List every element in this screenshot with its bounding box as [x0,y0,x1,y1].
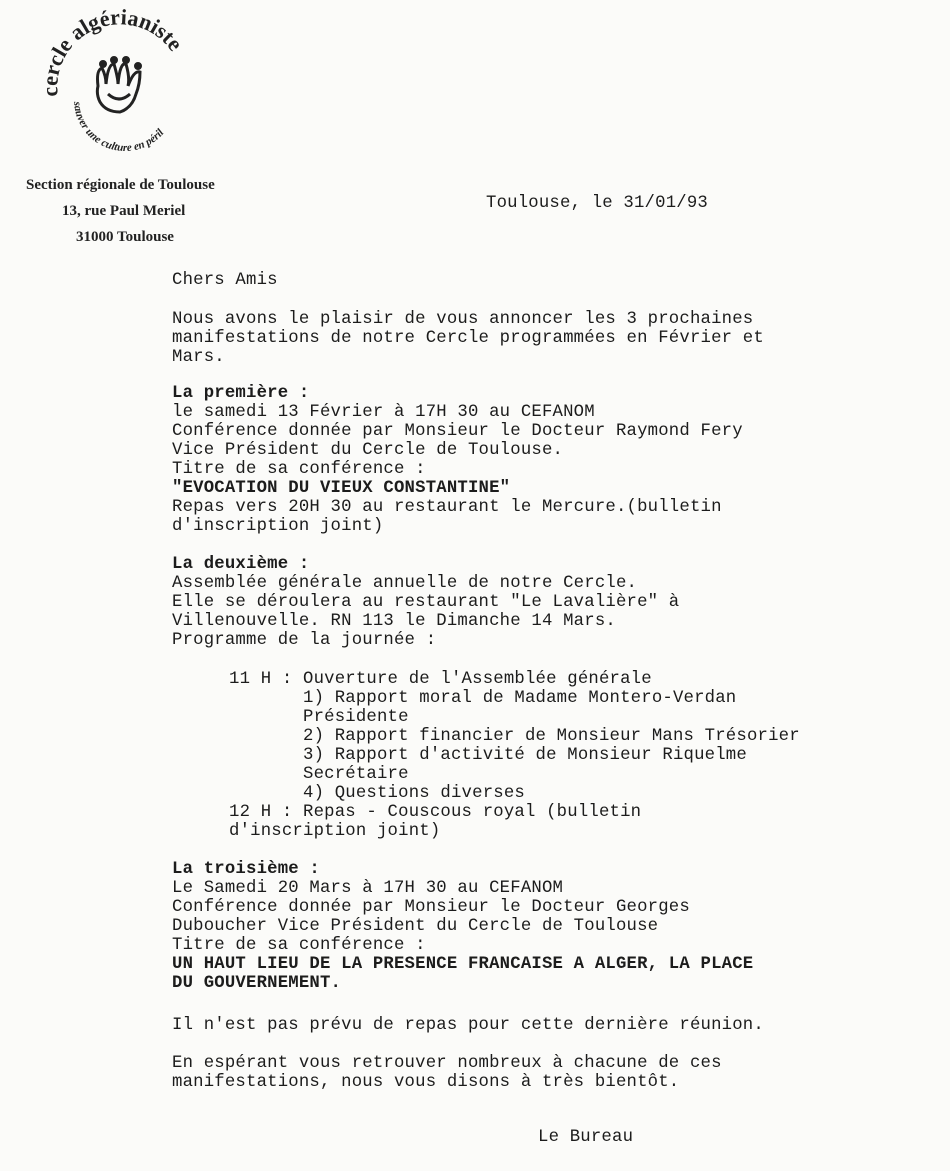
third-line: Duboucher Vice Président du Cercle de Toulouse [172,917,659,936]
sender-city: 31000 Toulouse [76,229,174,245]
intro-paragraph [172,310,764,367]
third-heading: La troisième : [172,860,320,879]
first-line: Repas vers 20H 30 au restaurant le Mercure.(bulletin [172,498,722,517]
program-item: 1) Rapport moral de Madame Montero-Verdan [229,689,737,708]
no-meal-note: Il n'est pas prévu de repas pour cette dernière réunion. [172,1016,764,1035]
first-line: Vice Président du Cercle de Toulouse. [172,441,564,460]
svg-text:sauver une culture en péril [71,100,167,154]
intro-line: Mars. [172,348,225,367]
sender-section: Section régionale de Toulouse [26,177,215,193]
first-line: Titre de sa conférence : [172,460,426,479]
second-line: Elle se déroulera au restaurant "Le Lavalière" à [172,593,680,612]
cercle-algerianiste-logo [36,8,206,168]
closing-line: En espérant vous retrouver nombreux à chacune de ces [172,1054,722,1073]
closing-line: manifestations, nous vous disons à très bientôt. [172,1073,680,1092]
sender-street: 13, rue Paul Meriel [62,203,186,219]
program-item: 12 H : Repas - Couscous royal (bulletin [229,803,642,822]
first-line: le samedi 13 Février à 17H 30 au CEFANOM [172,403,595,422]
greeting: Chers Amis [172,271,278,290]
second-line: Assemblée générale annuelle de notre Cercle. [172,574,638,593]
third-line: Titre de sa conférence : [172,936,426,955]
third-line: Conférence donnée par Monsieur le Docteur Georges [172,898,690,917]
signature: Le Bureau [538,1128,634,1147]
third-line: Le Samedi 20 Mars à 17H 30 au CEFANOM [172,879,564,898]
closing-paragraph [172,1054,722,1092]
program-item: Secrétaire [229,765,409,784]
intro-line: manifestations de notre Cercle programmées en Février et [172,329,764,348]
logo-motto: sauver une culture en péril [71,101,167,155]
program-item: 3) Rapport d'activité de Monsieur Riquelme [229,746,747,765]
program-item: d'inscription joint) [229,822,441,841]
second-event [172,555,679,650]
program-item: 2) Rapport financier de Monsieur Mans Trésorier [229,727,800,746]
program-item: 11 H : Ouverture de l'Assemblée générale [229,670,652,689]
second-heading: La deuxième : [172,555,310,574]
date-line: Toulouse, le 31/01/93 [486,194,708,213]
first-conference-title: "EVOCATION DU VIEUX CONSTANTINE" [172,479,511,498]
third-conference-title: UN HAUT LIEU DE LA PRESENCE FRANCAISE A ALGER, LA PLACE [172,955,754,974]
program-item: Présidente [229,708,409,727]
program-list [229,670,800,841]
logo-svg [36,8,206,168]
third-conference-title: DU GOUVERNEMENT. [172,974,342,993]
sender-address [22,172,242,250]
hand-of-fatma-icon [97,58,140,113]
first-line: d'inscription joint) [172,517,384,536]
third-event [172,860,753,993]
first-heading: La première : [172,384,310,403]
intro-line: Nous avons le plaisir de vous annoncer les 3 prochaines [172,310,754,329]
second-line: Programme de la journée : [172,631,437,650]
svg-text:cercle algérianiste [37,8,188,97]
second-line: Villenouvelle. RN 113 le Dimanche 14 Mars. [172,612,616,631]
logo-ring-text: cercle algérianiste [37,8,189,98]
first-line: Conférence donnée par Monsieur le Docteur Raymond Fery [172,422,743,441]
program-item: 4) Questions diverses [229,784,525,803]
first-event [172,384,743,536]
